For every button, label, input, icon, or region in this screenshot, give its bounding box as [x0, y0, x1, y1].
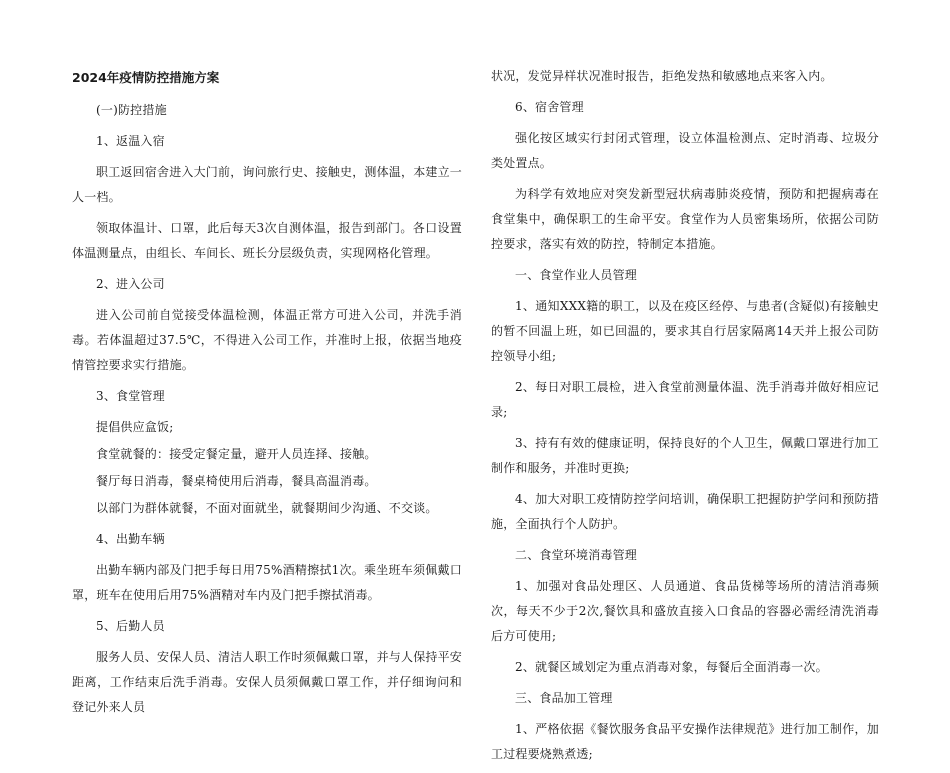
section-heading: 5、后勤人员 [96, 619, 165, 633]
section-heading: 二、食堂环境消毒管理 [515, 548, 638, 562]
section-heading: 2、进入公司 [96, 277, 165, 291]
paragraph: 状况，发觉异样状况准时报告，拒绝发热和敏感地点来客入内。 [491, 69, 833, 83]
paragraph: 食堂就餐的：接受定餐定量，避开人员连择、接触。 [96, 447, 377, 461]
paragraph: 为科学有效地应对突发新型冠状病毒肺炎疫情，预防和把握病毒在食堂集中，确保职工的生命平安。食堂作为人员密集场所，依据公司防控要求，落实有效的防控，特制定本措施。 [491, 187, 879, 251]
paragraph: 领取体温计、口罩，此后每天3次自测体温，报告到部门。各口设置体温测量点，由组长、车间长、班长分层级负责，实现网格化管理。 [72, 221, 462, 260]
paragraph: 4、加大对职工疫情防控学问培训，确保职工把握防护学问和预防措施，全面执行个人防护。 [491, 492, 879, 531]
paragraph: 3、持有有效的健康证明，保持良好的个人卫生，佩戴口罩进行加工制作和服务，并准时更换; [491, 436, 879, 475]
section-heading: 一、食堂作业人员管理 [515, 268, 638, 282]
paragraph: 1、通知XXX籍的职工，以及在疫区经停、与患者(含疑似)有接触史的暂不回温上班，如已回温的，要求其自行居家隔离14天并上报公司防控领导小组; [491, 299, 879, 363]
section-heading: 1、返温入宿 [96, 134, 165, 148]
paragraph: 进入公司前自觉接受体温检测，体温正常方可进入公司，并洗手消毒。若体温超过37.5℃，不得进入公司工作，并准时上报，依据当地疫情管控要求实行措施。 [72, 308, 462, 372]
paragraph: 1、严格依据《餐饮服务食品平安操作法律规范》进行加工制作，加工过程要烧熟煮透; [491, 722, 879, 761]
left-column [72, 64, 462, 726]
paragraph: 强化按区域实行封闭式管理，设立体温检测点、定时消毒、垃圾分类处置点。 [491, 131, 879, 170]
paragraph: 1、加强对食品处理区、人员通道、食品货梯等场所的清洁消毒频次，每天不少于2次,餐饮具和盛放直接入口食品的容器必需经清洗消毒后方可使用; [491, 579, 879, 643]
paragraph: (一)防控措施 [96, 103, 167, 117]
paragraph: 2、每日对职工晨检，进入食堂前测量体温、洗手消毒并做好相应记录; [491, 380, 879, 419]
paragraph: 服务人员、安保人员、清洁人职工作时须佩戴口罩，并与人保持平安距离，工作结束后洗手消毒。安保人员须佩戴口罩工作，并仔细询问和登记外来人员 [72, 650, 463, 714]
right-column [491, 64, 879, 773]
section-heading: 三、食品加工管理 [515, 691, 613, 705]
paragraph: 提倡供应盒饭; [96, 420, 174, 434]
paragraph: 出勤车辆内部及门把手每日用75%酒精擦拭1次。乘坐班车须佩戴口罩，班车在使用后用75%酒精对车内及门把手擦拭消毒。 [72, 563, 462, 602]
paragraph: 餐厅每日消毒，餐桌椅使用后消毒，餐具高温消毒。 [96, 474, 377, 488]
paragraph: 职工返回宿舍进入大门前，询问旅行史、接触史，测体温，本建立一人一档。 [72, 165, 463, 204]
section-heading: 3、食堂管理 [96, 389, 165, 403]
document-title: 2024年疫情防控措施方案 [72, 70, 220, 85]
section-heading: 4、出勤车辆 [96, 532, 165, 546]
paragraph: 2、就餐区域划定为重点消毒对象，每餐后全面消毒一次。 [515, 660, 828, 674]
paragraph: 以部门为群体就餐，不面对面就坐，就餐期间少沟通、不交谈。 [96, 501, 438, 515]
section-heading: 6、宿舍管理 [515, 100, 584, 114]
